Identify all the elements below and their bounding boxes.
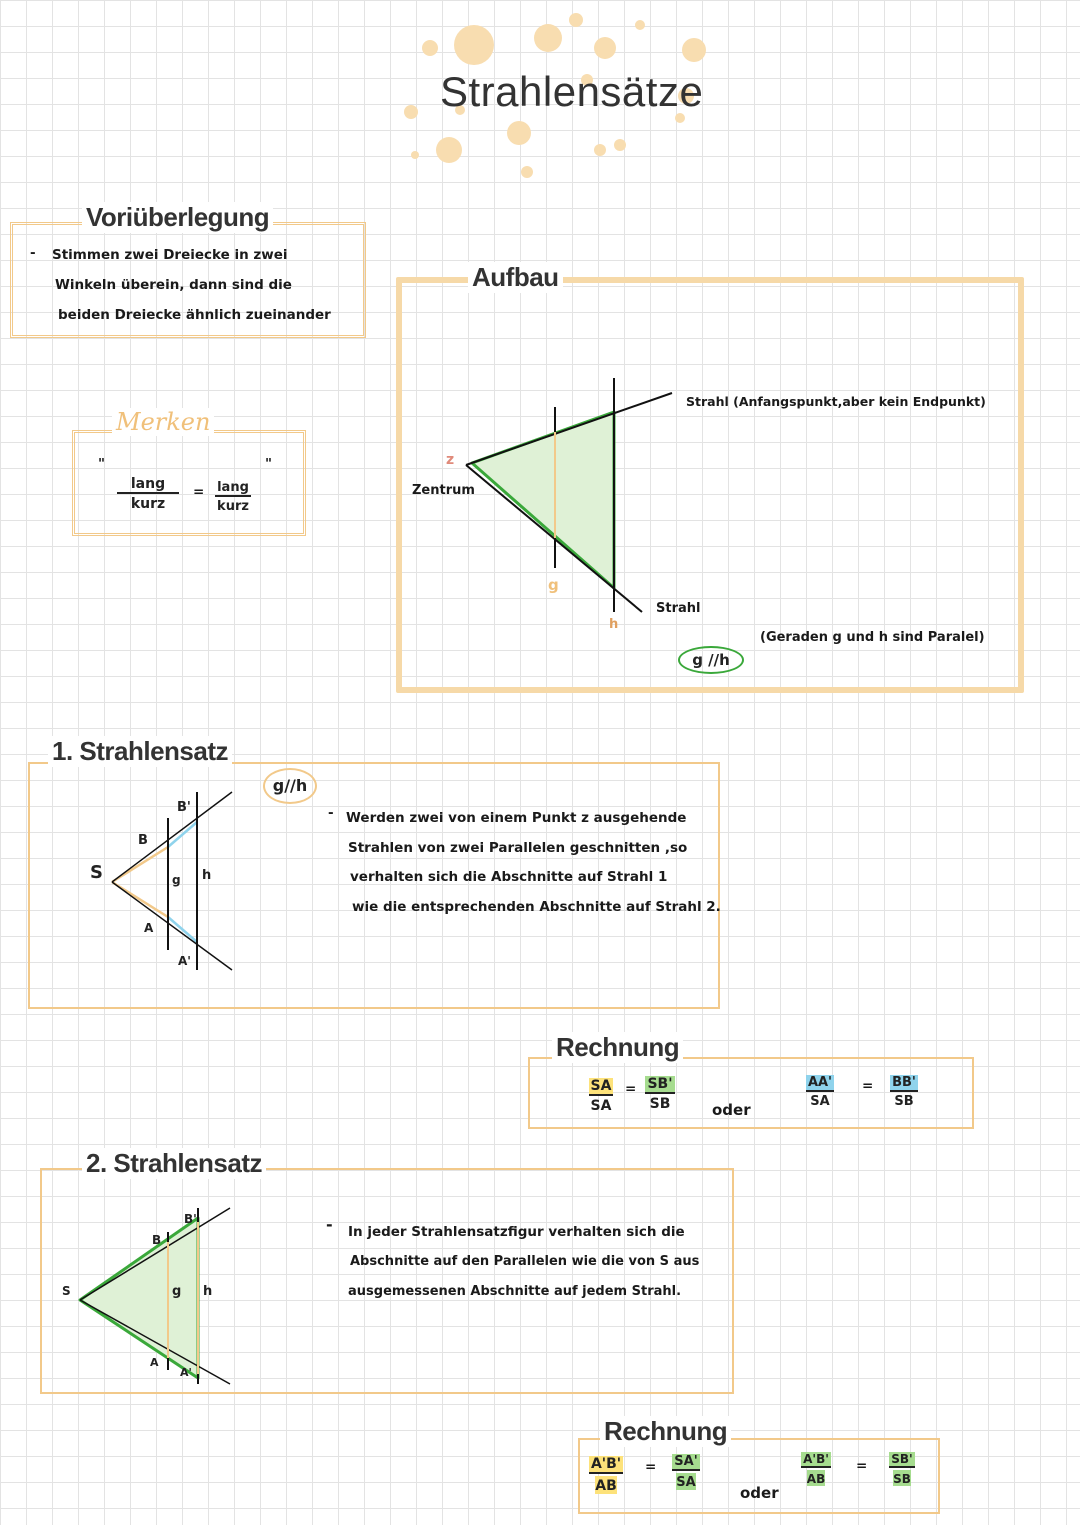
satz1-f3-den: SA bbox=[810, 1094, 830, 1109]
satz1-f3-num: AA' bbox=[807, 1075, 833, 1090]
satz2-equals-2: = bbox=[856, 1458, 868, 1474]
satz2-fraction-4 bbox=[880, 1452, 924, 1486]
aufbau-parallel-note: (Geraden g und h sind Paralel) bbox=[760, 630, 985, 645]
satz2-f1-den: AB bbox=[595, 1478, 617, 1494]
aufbau-zentrum-label: Zentrum bbox=[412, 483, 475, 498]
satz1-parallel-sign: g//h bbox=[263, 768, 317, 804]
satz2-fraction-2 bbox=[666, 1454, 706, 1490]
merken-left-den: kurz bbox=[130, 496, 166, 512]
satz1-f4-den: SB bbox=[894, 1094, 914, 1109]
aufbau-z-label: z bbox=[446, 452, 455, 468]
aufbau-g-label: g bbox=[548, 576, 559, 594]
satz2-f3-den: AB bbox=[806, 1472, 826, 1486]
satz1-label-b2: B' bbox=[177, 800, 191, 815]
satz1-label-a: A bbox=[144, 921, 154, 935]
satz2-label-s: S bbox=[62, 1284, 71, 1298]
satz2-oder: oder bbox=[740, 1484, 779, 1502]
satz2-fraction-1 bbox=[582, 1456, 630, 1494]
satz1-label-a2: A' bbox=[178, 954, 191, 968]
satz2-fraction-3 bbox=[792, 1452, 840, 1486]
satz1-line-3: verhalten sich die Abschnitte auf Strahl 1 bbox=[350, 869, 668, 885]
merken-heading: Merken bbox=[112, 408, 214, 436]
satz1-bullet: - bbox=[328, 805, 334, 821]
satz1-line-2: Strahlen von zwei Parallelen geschnitten ,so bbox=[348, 840, 688, 856]
merken-equals: = bbox=[193, 484, 205, 500]
satz1-label-s: S bbox=[90, 862, 103, 883]
aufbau-parallel-sign: g //h bbox=[678, 646, 744, 674]
satz1-equals: = bbox=[625, 1081, 637, 1097]
satz1-label-b: B bbox=[138, 833, 148, 848]
satz2-label-a: A bbox=[150, 1356, 159, 1369]
satz2-line-3: ausgemessenen Abschnitte auf jedem Strahl. bbox=[348, 1284, 682, 1299]
satz1-label-h: h bbox=[202, 868, 212, 883]
satz2-label-b2: B' bbox=[184, 1212, 197, 1226]
merken-quote-close: " bbox=[265, 456, 273, 472]
aufbau-strahl-top-label: Strahl (Anfangspunkt,aber kein Endpunkt) bbox=[686, 394, 986, 409]
satz2-f2-num: SA' bbox=[674, 1454, 698, 1469]
vorueberlegung-heading: Voriüberlegung bbox=[82, 202, 273, 233]
satz2-label-g: g bbox=[172, 1284, 182, 1299]
satz2-line-2: Abschnitte auf den Parallelen wie die von S aus bbox=[350, 1254, 700, 1269]
satz2-label-h: h bbox=[203, 1284, 213, 1299]
satz2-label-a2: A' bbox=[180, 1366, 192, 1379]
satz2-label-b: B bbox=[152, 1233, 162, 1247]
vorueberlegung-line-3: beiden Dreiecke ähnlich zueinander bbox=[58, 307, 331, 323]
satz1-f2-num: SB' bbox=[647, 1076, 673, 1092]
vorueberlegung-bullet: - bbox=[30, 245, 36, 261]
satz2-f3-num: A'B' bbox=[803, 1452, 829, 1466]
vorueberlegung-line-1: Stimmen zwei Dreiecke in zwei bbox=[52, 247, 288, 263]
satz2-f4-den: SB bbox=[893, 1472, 911, 1486]
satz1-heading: 1. Strahlensatz bbox=[48, 736, 232, 767]
page-title: Strahlensätze bbox=[440, 68, 704, 115]
satz2-heading: 2. Strahlensatz bbox=[82, 1148, 266, 1179]
merken-right-den: kurz bbox=[217, 499, 249, 514]
satz1-line-1: Werden zwei von einem Punkt z ausgehende bbox=[346, 810, 687, 826]
satz1-equals-2: = bbox=[862, 1078, 874, 1094]
satz2-bullet: - bbox=[326, 1215, 333, 1234]
aufbau-heading: Aufbau bbox=[468, 262, 563, 293]
merken-right-num: lang bbox=[217, 480, 249, 495]
satz1-f1-num: SA bbox=[590, 1078, 612, 1094]
satz2-f2-den: SA bbox=[676, 1475, 696, 1490]
merken-quote-open: " bbox=[98, 456, 106, 472]
aufbau-h-label: h bbox=[609, 617, 619, 632]
satz1-f4-num: BB' bbox=[892, 1075, 916, 1090]
satz1-line-4: wie die entsprechenden Abschnitte auf Strahl 2. bbox=[352, 899, 721, 915]
satz2-f1-num: A'B' bbox=[590, 1456, 622, 1472]
satz2-f4-num: SB' bbox=[891, 1452, 913, 1466]
vorueberlegung-line-2: Winkeln überein, dann sind die bbox=[55, 277, 292, 293]
satz2-rechnung-heading: Rechnung bbox=[600, 1416, 731, 1447]
satz1-oder: oder bbox=[712, 1101, 751, 1119]
satz1-rechnung-heading: Rechnung bbox=[552, 1032, 683, 1063]
merken-left-num: lang bbox=[117, 476, 179, 494]
satz2-line-1: In jeder Strahlensatzfigur verhalten sich die bbox=[348, 1224, 685, 1240]
satz2-equals: = bbox=[645, 1459, 657, 1475]
aufbau-strahl-bottom-label: Strahl bbox=[656, 601, 701, 616]
satz1-f2-den: SB bbox=[649, 1096, 671, 1112]
satz1-f1-den: SA bbox=[590, 1098, 612, 1114]
satz1-label-g: g bbox=[172, 873, 181, 887]
